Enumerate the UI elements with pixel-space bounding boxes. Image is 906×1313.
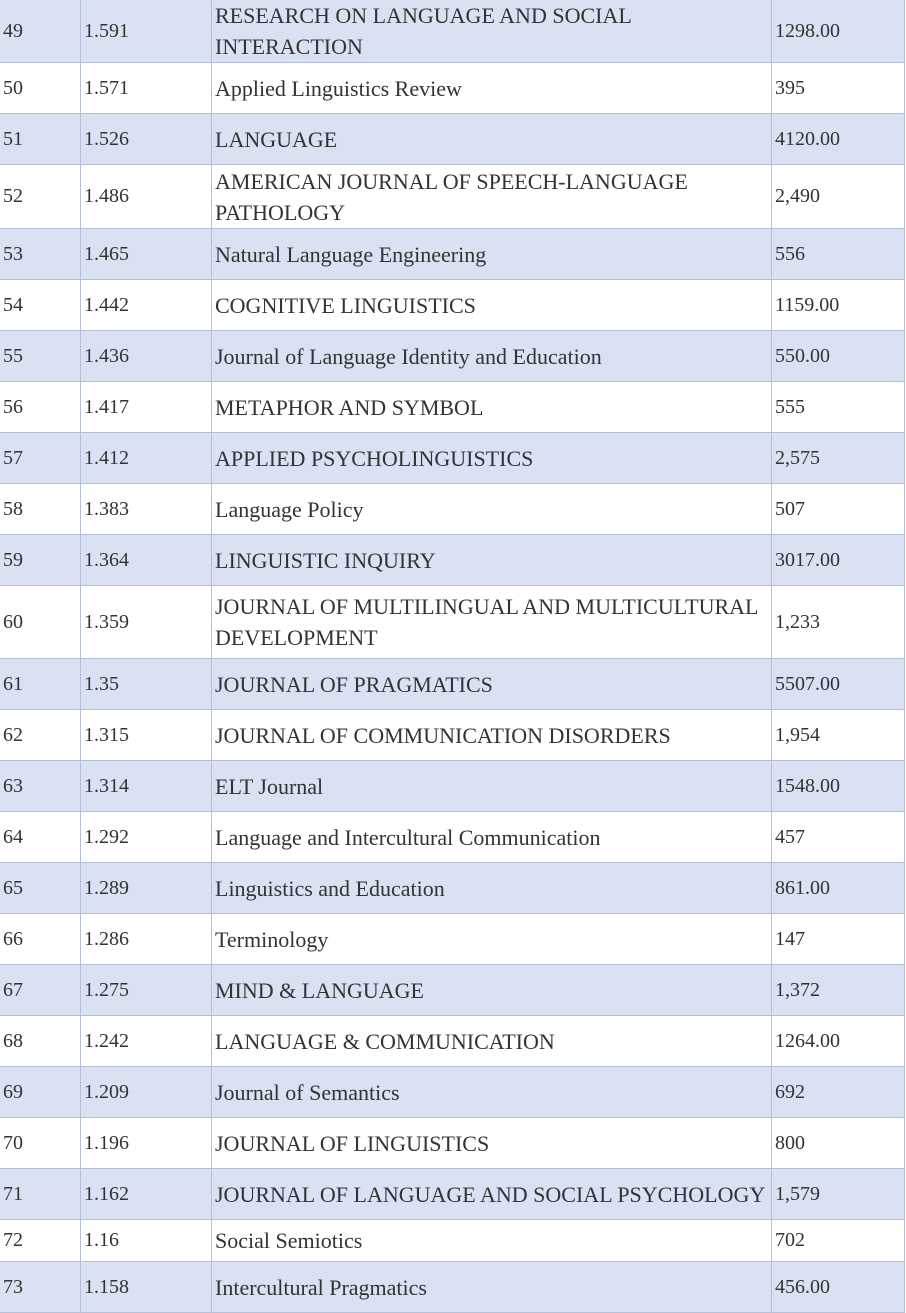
journal-title-cell: METAPHOR AND SYMBOL bbox=[212, 382, 772, 433]
impact-factor-cell: 1.158 bbox=[81, 1262, 212, 1313]
impact-factor-cell: 1.315 bbox=[81, 710, 212, 761]
impact-factor-cell: 1.383 bbox=[81, 484, 212, 535]
rank-cell: 56 bbox=[0, 382, 81, 433]
rank-cell: 62 bbox=[0, 710, 81, 761]
rank-cell: 57 bbox=[0, 433, 81, 484]
journal-title-cell: JOURNAL OF MULTILINGUAL AND MULTICULTURAL DEVELOPMENT bbox=[212, 586, 772, 659]
impact-factor-cell: 1.289 bbox=[81, 863, 212, 914]
count-cell: 5507.00 bbox=[772, 659, 905, 710]
rank-cell: 71 bbox=[0, 1169, 81, 1220]
journal-title-cell: LANGUAGE & COMMUNICATION bbox=[212, 1016, 772, 1067]
journal-title-cell: Language and Intercultural Communication bbox=[212, 812, 772, 863]
table-row bbox=[0, 229, 905, 280]
journal-title-cell: Terminology bbox=[212, 914, 772, 965]
table-row bbox=[0, 710, 905, 761]
journal-title-cell: APPLIED PSYCHOLINGUISTICS bbox=[212, 433, 772, 484]
journal-title-cell: MIND & LANGUAGE bbox=[212, 965, 772, 1016]
journal-title-cell: JOURNAL OF COMMUNICATION DISORDERS bbox=[212, 710, 772, 761]
impact-factor-cell: 1.436 bbox=[81, 331, 212, 382]
rank-cell: 67 bbox=[0, 965, 81, 1016]
table-row bbox=[0, 1118, 905, 1169]
table-row bbox=[0, 484, 905, 535]
journal-title-cell: ELT Journal bbox=[212, 761, 772, 812]
table-row bbox=[0, 863, 905, 914]
impact-factor-cell: 1.571 bbox=[81, 63, 212, 114]
impact-factor-cell: 1.196 bbox=[81, 1118, 212, 1169]
journal-title-cell: Journal of Semantics bbox=[212, 1067, 772, 1118]
count-cell: 1159.00 bbox=[772, 280, 905, 331]
table-row bbox=[0, 914, 905, 965]
table-row bbox=[0, 586, 905, 659]
rank-cell: 58 bbox=[0, 484, 81, 535]
journal-title-cell: COGNITIVE LINGUISTICS bbox=[212, 280, 772, 331]
impact-factor-cell: 1.442 bbox=[81, 280, 212, 331]
impact-factor-cell: 1.242 bbox=[81, 1016, 212, 1067]
table-row bbox=[0, 1169, 905, 1220]
rank-cell: 63 bbox=[0, 761, 81, 812]
count-cell: 1264.00 bbox=[772, 1016, 905, 1067]
impact-factor-cell: 1.364 bbox=[81, 535, 212, 586]
impact-factor-cell: 1.359 bbox=[81, 586, 212, 659]
count-cell: 555 bbox=[772, 382, 905, 433]
count-cell: 861.00 bbox=[772, 863, 905, 914]
journal-title-cell: Applied Linguistics Review bbox=[212, 63, 772, 114]
rank-cell: 51 bbox=[0, 114, 81, 165]
count-cell: 1548.00 bbox=[772, 761, 905, 812]
impact-factor-cell: 1.526 bbox=[81, 114, 212, 165]
journal-title-cell: Linguistics and Education bbox=[212, 863, 772, 914]
impact-factor-cell: 1.591 bbox=[81, 0, 212, 63]
rank-cell: 69 bbox=[0, 1067, 81, 1118]
rank-cell: 73 bbox=[0, 1262, 81, 1313]
table-row bbox=[0, 1262, 905, 1313]
table-row bbox=[0, 659, 905, 710]
table-row bbox=[0, 1067, 905, 1118]
rank-cell: 61 bbox=[0, 659, 81, 710]
count-cell: 1,954 bbox=[772, 710, 905, 761]
journal-title-cell: LINGUISTIC INQUIRY bbox=[212, 535, 772, 586]
impact-factor-cell: 1.486 bbox=[81, 165, 212, 229]
count-cell: 692 bbox=[772, 1067, 905, 1118]
table-row bbox=[0, 382, 905, 433]
journal-title-cell: LANGUAGE bbox=[212, 114, 772, 165]
impact-factor-cell: 1.162 bbox=[81, 1169, 212, 1220]
journal-title-cell: Social Semiotics bbox=[212, 1220, 772, 1262]
table-row bbox=[0, 761, 905, 812]
table-row bbox=[0, 812, 905, 863]
rank-cell: 52 bbox=[0, 165, 81, 229]
impact-factor-cell: 1.209 bbox=[81, 1067, 212, 1118]
journal-title-cell: Natural Language Engineering bbox=[212, 229, 772, 280]
impact-factor-cell: 1.314 bbox=[81, 761, 212, 812]
table-row bbox=[0, 1016, 905, 1067]
impact-factor-cell: 1.417 bbox=[81, 382, 212, 433]
table-row bbox=[0, 331, 905, 382]
rank-cell: 54 bbox=[0, 280, 81, 331]
journal-title-cell: Language Policy bbox=[212, 484, 772, 535]
rank-cell: 59 bbox=[0, 535, 81, 586]
count-cell: 2,575 bbox=[772, 433, 905, 484]
rank-cell: 66 bbox=[0, 914, 81, 965]
rank-cell: 49 bbox=[0, 0, 81, 63]
table-row bbox=[0, 63, 905, 114]
count-cell: 395 bbox=[772, 63, 905, 114]
count-cell: 1298.00 bbox=[772, 0, 905, 63]
count-cell: 3017.00 bbox=[772, 535, 905, 586]
count-cell: 2,490 bbox=[772, 165, 905, 229]
rank-cell: 60 bbox=[0, 586, 81, 659]
rank-cell: 53 bbox=[0, 229, 81, 280]
impact-factor-cell: 1.412 bbox=[81, 433, 212, 484]
journal-title-cell: JOURNAL OF LINGUISTICS bbox=[212, 1118, 772, 1169]
impact-factor-cell: 1.35 bbox=[81, 659, 212, 710]
count-cell: 702 bbox=[772, 1220, 905, 1262]
rank-cell: 55 bbox=[0, 331, 81, 382]
count-cell: 556 bbox=[772, 229, 905, 280]
journal-title-cell: RESEARCH ON LANGUAGE AND SOCIAL INTERACTION bbox=[212, 0, 772, 63]
count-cell: 1,579 bbox=[772, 1169, 905, 1220]
rank-cell: 65 bbox=[0, 863, 81, 914]
count-cell: 550.00 bbox=[772, 331, 905, 382]
journal-title-cell: Journal of Language Identity and Education bbox=[212, 331, 772, 382]
count-cell: 1,233 bbox=[772, 586, 905, 659]
count-cell: 456.00 bbox=[772, 1262, 905, 1313]
table-row bbox=[0, 114, 905, 165]
rank-cell: 72 bbox=[0, 1220, 81, 1262]
journal-title-cell: JOURNAL OF PRAGMATICS bbox=[212, 659, 772, 710]
count-cell: 4120.00 bbox=[772, 114, 905, 165]
rank-cell: 50 bbox=[0, 63, 81, 114]
count-cell: 457 bbox=[772, 812, 905, 863]
impact-factor-cell: 1.275 bbox=[81, 965, 212, 1016]
table-row bbox=[0, 535, 905, 586]
table-row bbox=[0, 0, 905, 63]
rank-cell: 68 bbox=[0, 1016, 81, 1067]
table-row bbox=[0, 165, 905, 229]
impact-factor-cell: 1.286 bbox=[81, 914, 212, 965]
count-cell: 507 bbox=[772, 484, 905, 535]
count-cell: 147 bbox=[772, 914, 905, 965]
journal-title-cell: Intercultural Pragmatics bbox=[212, 1262, 772, 1313]
impact-factor-cell: 1.292 bbox=[81, 812, 212, 863]
rank-cell: 64 bbox=[0, 812, 81, 863]
impact-factor-cell: 1.465 bbox=[81, 229, 212, 280]
count-cell: 800 bbox=[772, 1118, 905, 1169]
count-cell: 1,372 bbox=[772, 965, 905, 1016]
rank-cell: 70 bbox=[0, 1118, 81, 1169]
table-row bbox=[0, 965, 905, 1016]
table-row bbox=[0, 280, 905, 331]
table-row bbox=[0, 433, 905, 484]
journal-title-cell: AMERICAN JOURNAL OF SPEECH-LANGUAGE PATHOLOGY bbox=[212, 165, 772, 229]
journal-title-cell: JOURNAL OF LANGUAGE AND SOCIAL PSYCHOLOGY bbox=[212, 1169, 772, 1220]
impact-factor-cell: 1.16 bbox=[81, 1220, 212, 1262]
table-row bbox=[0, 1220, 905, 1262]
